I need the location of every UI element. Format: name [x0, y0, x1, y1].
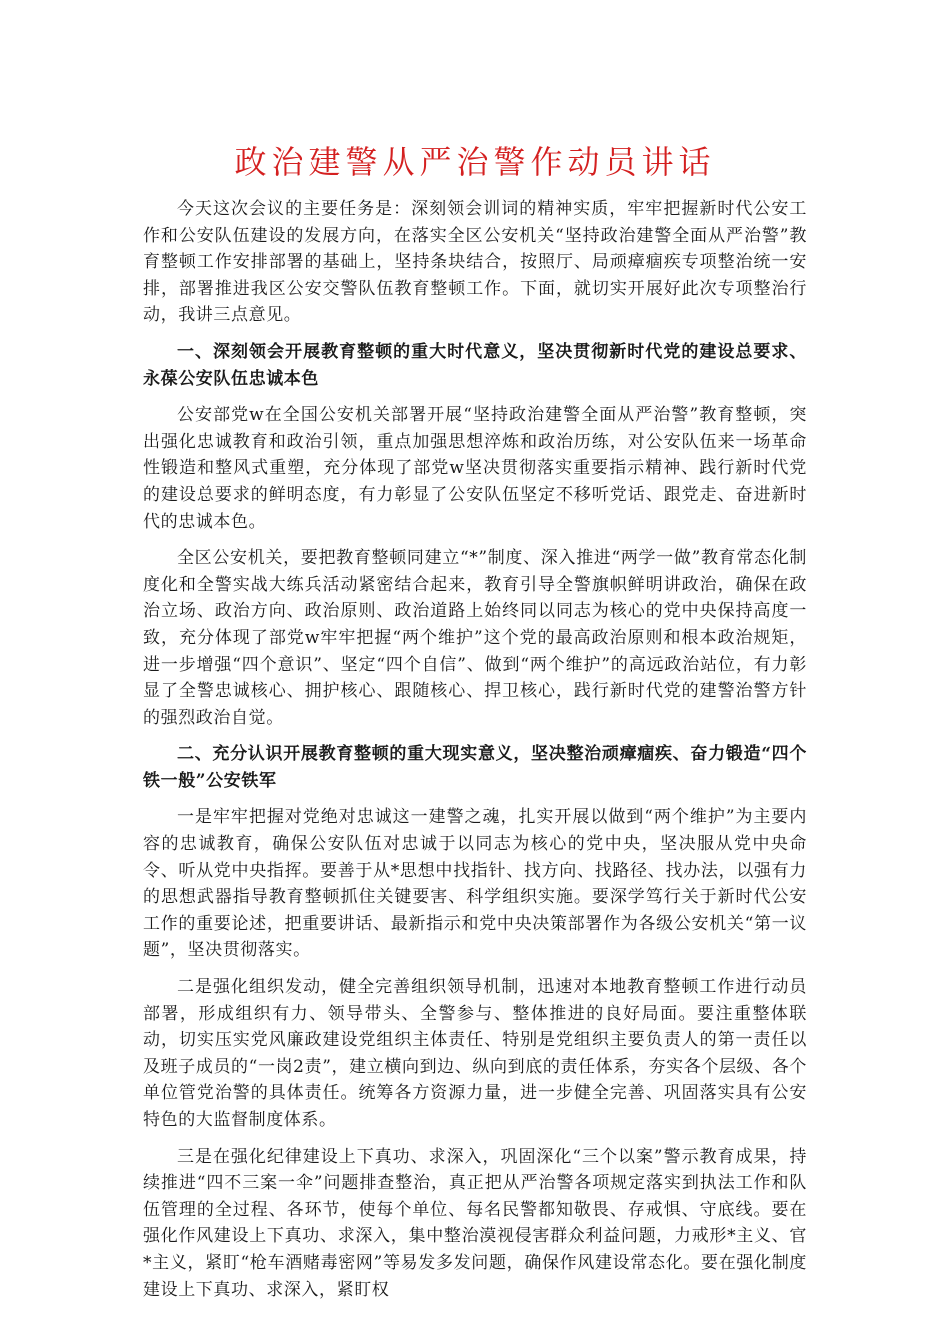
document-page	[143, 128, 807, 1313]
document-title: 政治建警从严治警作动员讲话	[234, 143, 716, 181]
intro-paragraph: 今天这次会议的主要任务是：深刻领会训词的精神实质，牢牢把握新时代公安工作和公安队伍建设的发展方向，在落实全区公安机关“坚持政治建警全面从严治警”教育整顿工作安排部署的基础上，坚持条块结合，按照厅、局顽瘴痼疾专项整治统一安排，部署推进我区公安交警队伍教育整顿工作。下面，就切实开展好此次专项整治行动，我讲三点意见。	[143, 199, 807, 326]
body-paragraph: 全区公安机关，要把教育整顿同建立“*”制度、深入推进“两学一做”教育常态化制度化和全警实战大练兵活动紧密结合起来，教育引导全警旗帜鲜明讲政治，确保在政治立场、政治方向、政治原则、政治道路上始终同以同志为核心的党中央保持高度一致，充分体现了部党w牢牢把握“两个维护”这个党的最高政治原则和根本政治规矩，进一步增强“四个意识”、坚定“四个自信”、做到“两个维护”的高远政治站位，有力彰显了全警忠诚核心、拥护核心、跟随核心、捍卫核心，践行新时代党的建警治警方针的强烈政治自觉。	[143, 548, 807, 728]
body-paragraph: 公安部党w在全国公安机关部署开展“坚持政治建警全面从严治警”教育整顿，突出强化忠诚教育和政治引领，重点加强思想淬炼和政治历练，对公安队伍来一场革命性锻造和整风式重塑，充分体现了部党w坚决贯彻落实重要指示精神、践行新时代党的建设总要求的鲜明态度，有力彰显了公安队伍坚定不移听党话、跟党走、奋进新时代的忠诚本色。	[143, 405, 807, 532]
section-heading-1: 一、深刻领会开展教育整顿的重大时代意义，坚决贯彻新时代党的建设总要求、永葆公安队伍忠诚本色	[143, 341, 807, 389]
body-paragraph: 一是牢牢把握对党绝对忠诚这一建警之魂，扎实开展以做到“两个维护”为主要内容的忠诚教育，确保公安队伍对忠诚于以同志为核心的党中央，坚决服从党中央命令、听从党中央指挥。要善于从*思想中找指针、找方向、找路径、找办法，以强有力的思想武器指导教育整顿抓住关键要害、科学组织实施。要深学笃行关于新时代公安工作的重要论述，把重要讲话、最新指示和党中央决策部署作为各级公安机关“第一议题”，坚决贯彻落实。	[143, 807, 807, 961]
section-heading-2: 二、充分认识开展教育整顿的重大现实意义，坚决整治顽瘴痼疾、奋力锻造“四个铁一般”公安铁军	[143, 744, 807, 791]
body-paragraph: 二是强化组织发动，健全完善组织领导机制，迅速对本地教育整顿工作进行动员部署，形成组织有力、领导带头、全警参与、整体推进的良好局面。要注重整体联动，切实压实党风廉政建设党组织主体责任、特别是党组织主要负责人的第一责任以及班子成员的“一岗2责”，建立横向到边、纵向到底的责任体系，夯实各个层级、各个单位管党治警的具体责任。统筹各方资源力量，进一步健全完善、巩固落实具有公安特色的大监督制度体系。	[143, 977, 807, 1130]
body-paragraph: 三是在强化纪律建设上下真功、求深入，巩固深化“三个以案”警示教育成果，持续推进“四不三案一伞”问题排查整治，真正把从严治警各项规定落实到执法工作和队伍管理的全过程、各环节，使每个单位、每名民警都知敬畏、存戒惧、守底线。要在强化作风建设上下真功、求深入，集中整治漠视侵害群众利益问题，力戒形*主义、官*主义，紧盯“枪车酒赌毒密网”等易发多发问题，确保作风建设常态化。要在强化制度建设上下真功、求深入，紧盯权	[143, 1146, 807, 1300]
